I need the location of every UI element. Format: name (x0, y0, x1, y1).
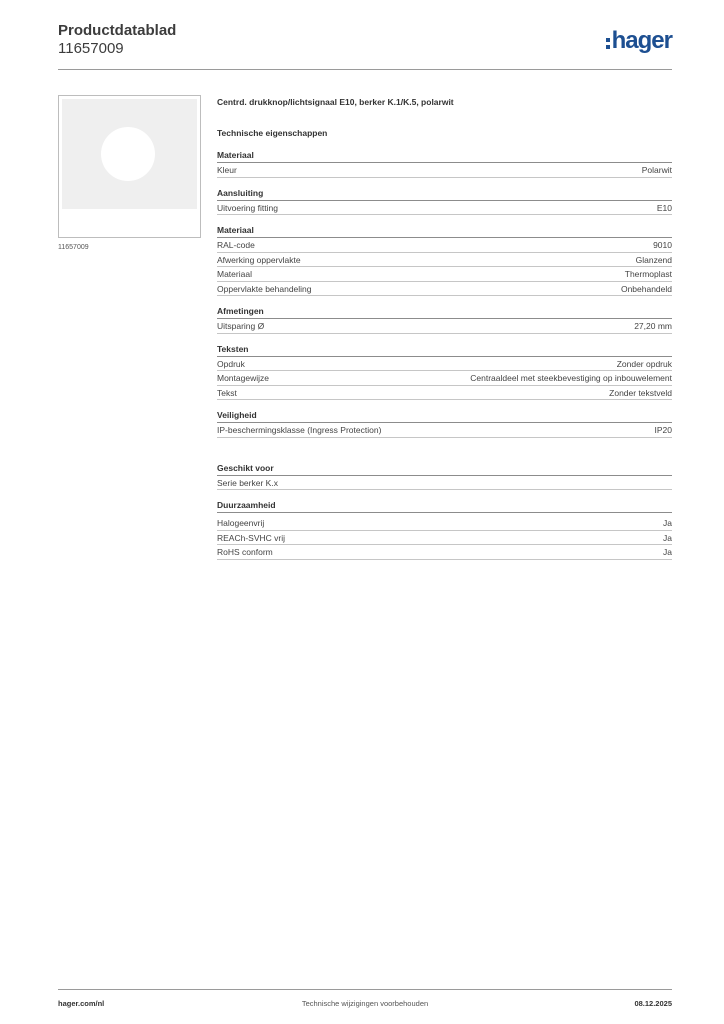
spec-label: IP-beschermingsklasse (Ingress Protection) (217, 425, 382, 435)
spec-row (217, 319, 672, 334)
spec-row (217, 531, 672, 546)
spec-value: Zonder opdruk (616, 358, 672, 369)
spec-group-materiaal (217, 149, 672, 178)
spec-row (217, 163, 672, 178)
spec-row (217, 267, 672, 282)
group-heading: Afmetingen (217, 305, 672, 319)
spec-label: Kleur (217, 165, 237, 175)
spec-label: Oppervlakte behandeling (217, 283, 312, 294)
spec-row (217, 282, 672, 297)
footer-disclaimer: Technische wijzigingen voorbehouden (301, 999, 429, 1008)
spec-row (217, 516, 672, 531)
spec-group-afmetingen (217, 305, 672, 334)
group-heading: Duurzaamheid (217, 499, 672, 513)
spec-value: Onbehandeld (620, 283, 672, 294)
spec-label: Uitvoering fitting (217, 202, 278, 213)
page-footer (58, 989, 672, 1011)
spec-label: Montagewijze (217, 373, 269, 383)
spec-value: 9010 (653, 240, 672, 250)
product-image-hole (101, 127, 155, 181)
spec-label: Tekst (217, 387, 237, 398)
spec-row (217, 238, 672, 253)
product-image (58, 95, 201, 238)
footer-date: 08.12.2025 (634, 999, 672, 1008)
group-heading: Materiaal (217, 224, 672, 238)
product-image-caption: 11657009 (58, 244, 89, 251)
footer-website: hager.com/nl (58, 999, 105, 1008)
spec-value: Glanzend (635, 254, 672, 265)
spec-value: Zonder tekstveld (609, 387, 672, 398)
document-number: 11657009 (58, 40, 124, 57)
spec-label: Halogeenvrij (217, 518, 265, 528)
group-heading: Aansluiting (217, 187, 672, 201)
spec-group-materiaal-2 (217, 224, 672, 296)
spec-value: Centraaldeel met steekbevestiging op inbouwelement (470, 373, 672, 383)
specifications (217, 95, 672, 560)
group-heading: Veiligheid (217, 409, 672, 423)
spec-value: Ja (663, 532, 672, 543)
spec-label: REACh-SVHC vrij (217, 532, 286, 543)
spec-group-veiligheid (217, 409, 672, 438)
spec-row (217, 386, 672, 401)
spec-value: Polarwit (641, 165, 672, 175)
spec-value: E10 (656, 202, 672, 213)
group-heading: Materiaal (217, 149, 672, 163)
spec-value: Ja (663, 518, 672, 528)
spec-row (217, 476, 672, 491)
logo-dots-icon (606, 38, 610, 49)
group-heading: Teksten (217, 343, 672, 357)
spec-row (217, 545, 672, 560)
document-title: Productdatablad (58, 22, 177, 39)
section-title: Technische eigenschappen (217, 128, 328, 138)
spec-row (217, 423, 672, 438)
spec-label: Materiaal (217, 269, 252, 279)
spec-label: Opdruk (217, 358, 245, 369)
product-title: Centrd. drukknop/lichtsignaal E10, berker K.1/K.5, polarwit (217, 97, 454, 107)
spec-row (217, 357, 672, 372)
spec-row (217, 371, 672, 386)
spec-label: Uitsparing Ø (217, 321, 265, 331)
logo-text: hager (611, 27, 672, 54)
spec-group-duurzaamheid (217, 499, 672, 560)
spec-value: IP20 (654, 425, 672, 435)
spec-value: Thermoplast (624, 269, 672, 279)
spec-row (217, 253, 672, 268)
spec-label: RAL-code (217, 240, 255, 250)
spec-value: Ja (663, 547, 672, 557)
spec-label: RoHS conform (217, 547, 273, 557)
hager-logo (606, 27, 672, 55)
spec-value: 27,20 mm (634, 321, 672, 331)
spec-group-teksten (217, 343, 672, 401)
spec-row (217, 201, 672, 216)
spec-label: Afwerking oppervlakte (217, 254, 301, 265)
spec-group-geschikt-voor (217, 462, 672, 491)
spec-label: Serie berker K.x (217, 477, 278, 488)
product-image-cover (62, 99, 197, 209)
spec-group-aansluiting (217, 187, 672, 216)
page-header (58, 22, 672, 70)
group-heading: Geschikt voor (217, 462, 672, 476)
